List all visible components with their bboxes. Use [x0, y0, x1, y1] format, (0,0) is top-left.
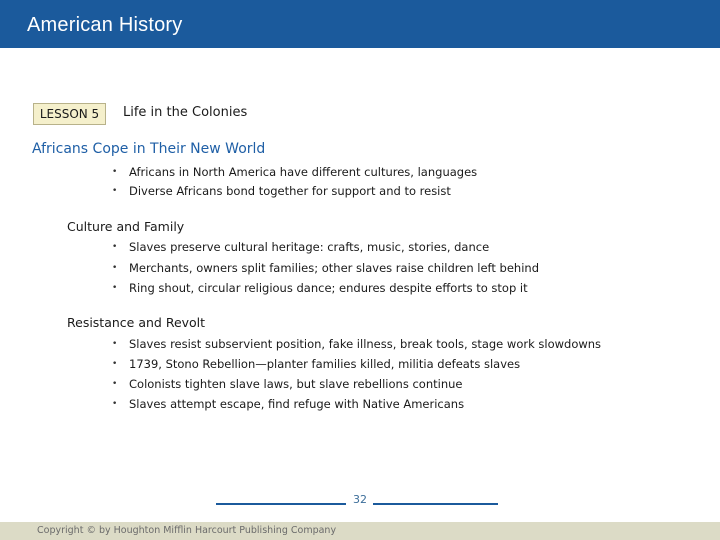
bullet-text: Slaves attempt escape, find refuge with Native Americans — [129, 397, 465, 411]
section-heading-resistance: Resistance and Revolt — [67, 315, 206, 330]
bullet-text: Ring shout, circular religious dance; endures despite efforts to stop it — [129, 281, 528, 295]
bullet-icon: • — [112, 263, 118, 273]
copyright-text: Copyright © by Houghton Mifflin Harcourt Publishing Company — [37, 525, 337, 536]
bullet-icon: • — [112, 167, 118, 177]
bullet-icon: • — [112, 339, 118, 349]
bullet-text: Diverse Africans bond together for support and to resist — [129, 184, 451, 198]
bullet-icon: • — [112, 399, 118, 409]
bullet-icon: • — [112, 359, 118, 369]
course-title: American History — [27, 14, 183, 36]
lesson-badge: LESSON 5 — [33, 103, 106, 125]
bullet-icon: • — [112, 186, 118, 196]
lesson-title: Life in the Colonies — [123, 105, 248, 120]
bullet-icon: • — [112, 242, 118, 252]
bullet-text: Africans in North America have different cultures, languages — [129, 165, 478, 179]
bullet-icon: • — [112, 379, 118, 389]
bullet-text: Merchants, owners split families; other slaves raise children left behind — [129, 261, 540, 275]
bullet-text: 1739, Stono Rebellion—planter families killed, militia defeats slaves — [129, 357, 521, 371]
footer-bar — [0, 522, 720, 540]
page-number: 32 — [353, 493, 367, 506]
bullet-text: Colonists tighten slave laws, but slave rebellions continue — [129, 377, 463, 391]
page-divider-right — [373, 503, 498, 505]
page-divider-left — [216, 503, 346, 505]
main-heading: Africans Cope in Their New World — [32, 141, 266, 157]
header-bar — [0, 0, 720, 48]
bullet-text: Slaves resist subservient position, fake illness, break tools, stage work slowdowns — [129, 337, 602, 351]
section-heading-culture: Culture and Family — [67, 219, 185, 234]
bullet-icon: • — [112, 283, 118, 293]
bullet-text: Slaves preserve cultural heritage: crafts, music, stories, dance — [129, 240, 490, 254]
